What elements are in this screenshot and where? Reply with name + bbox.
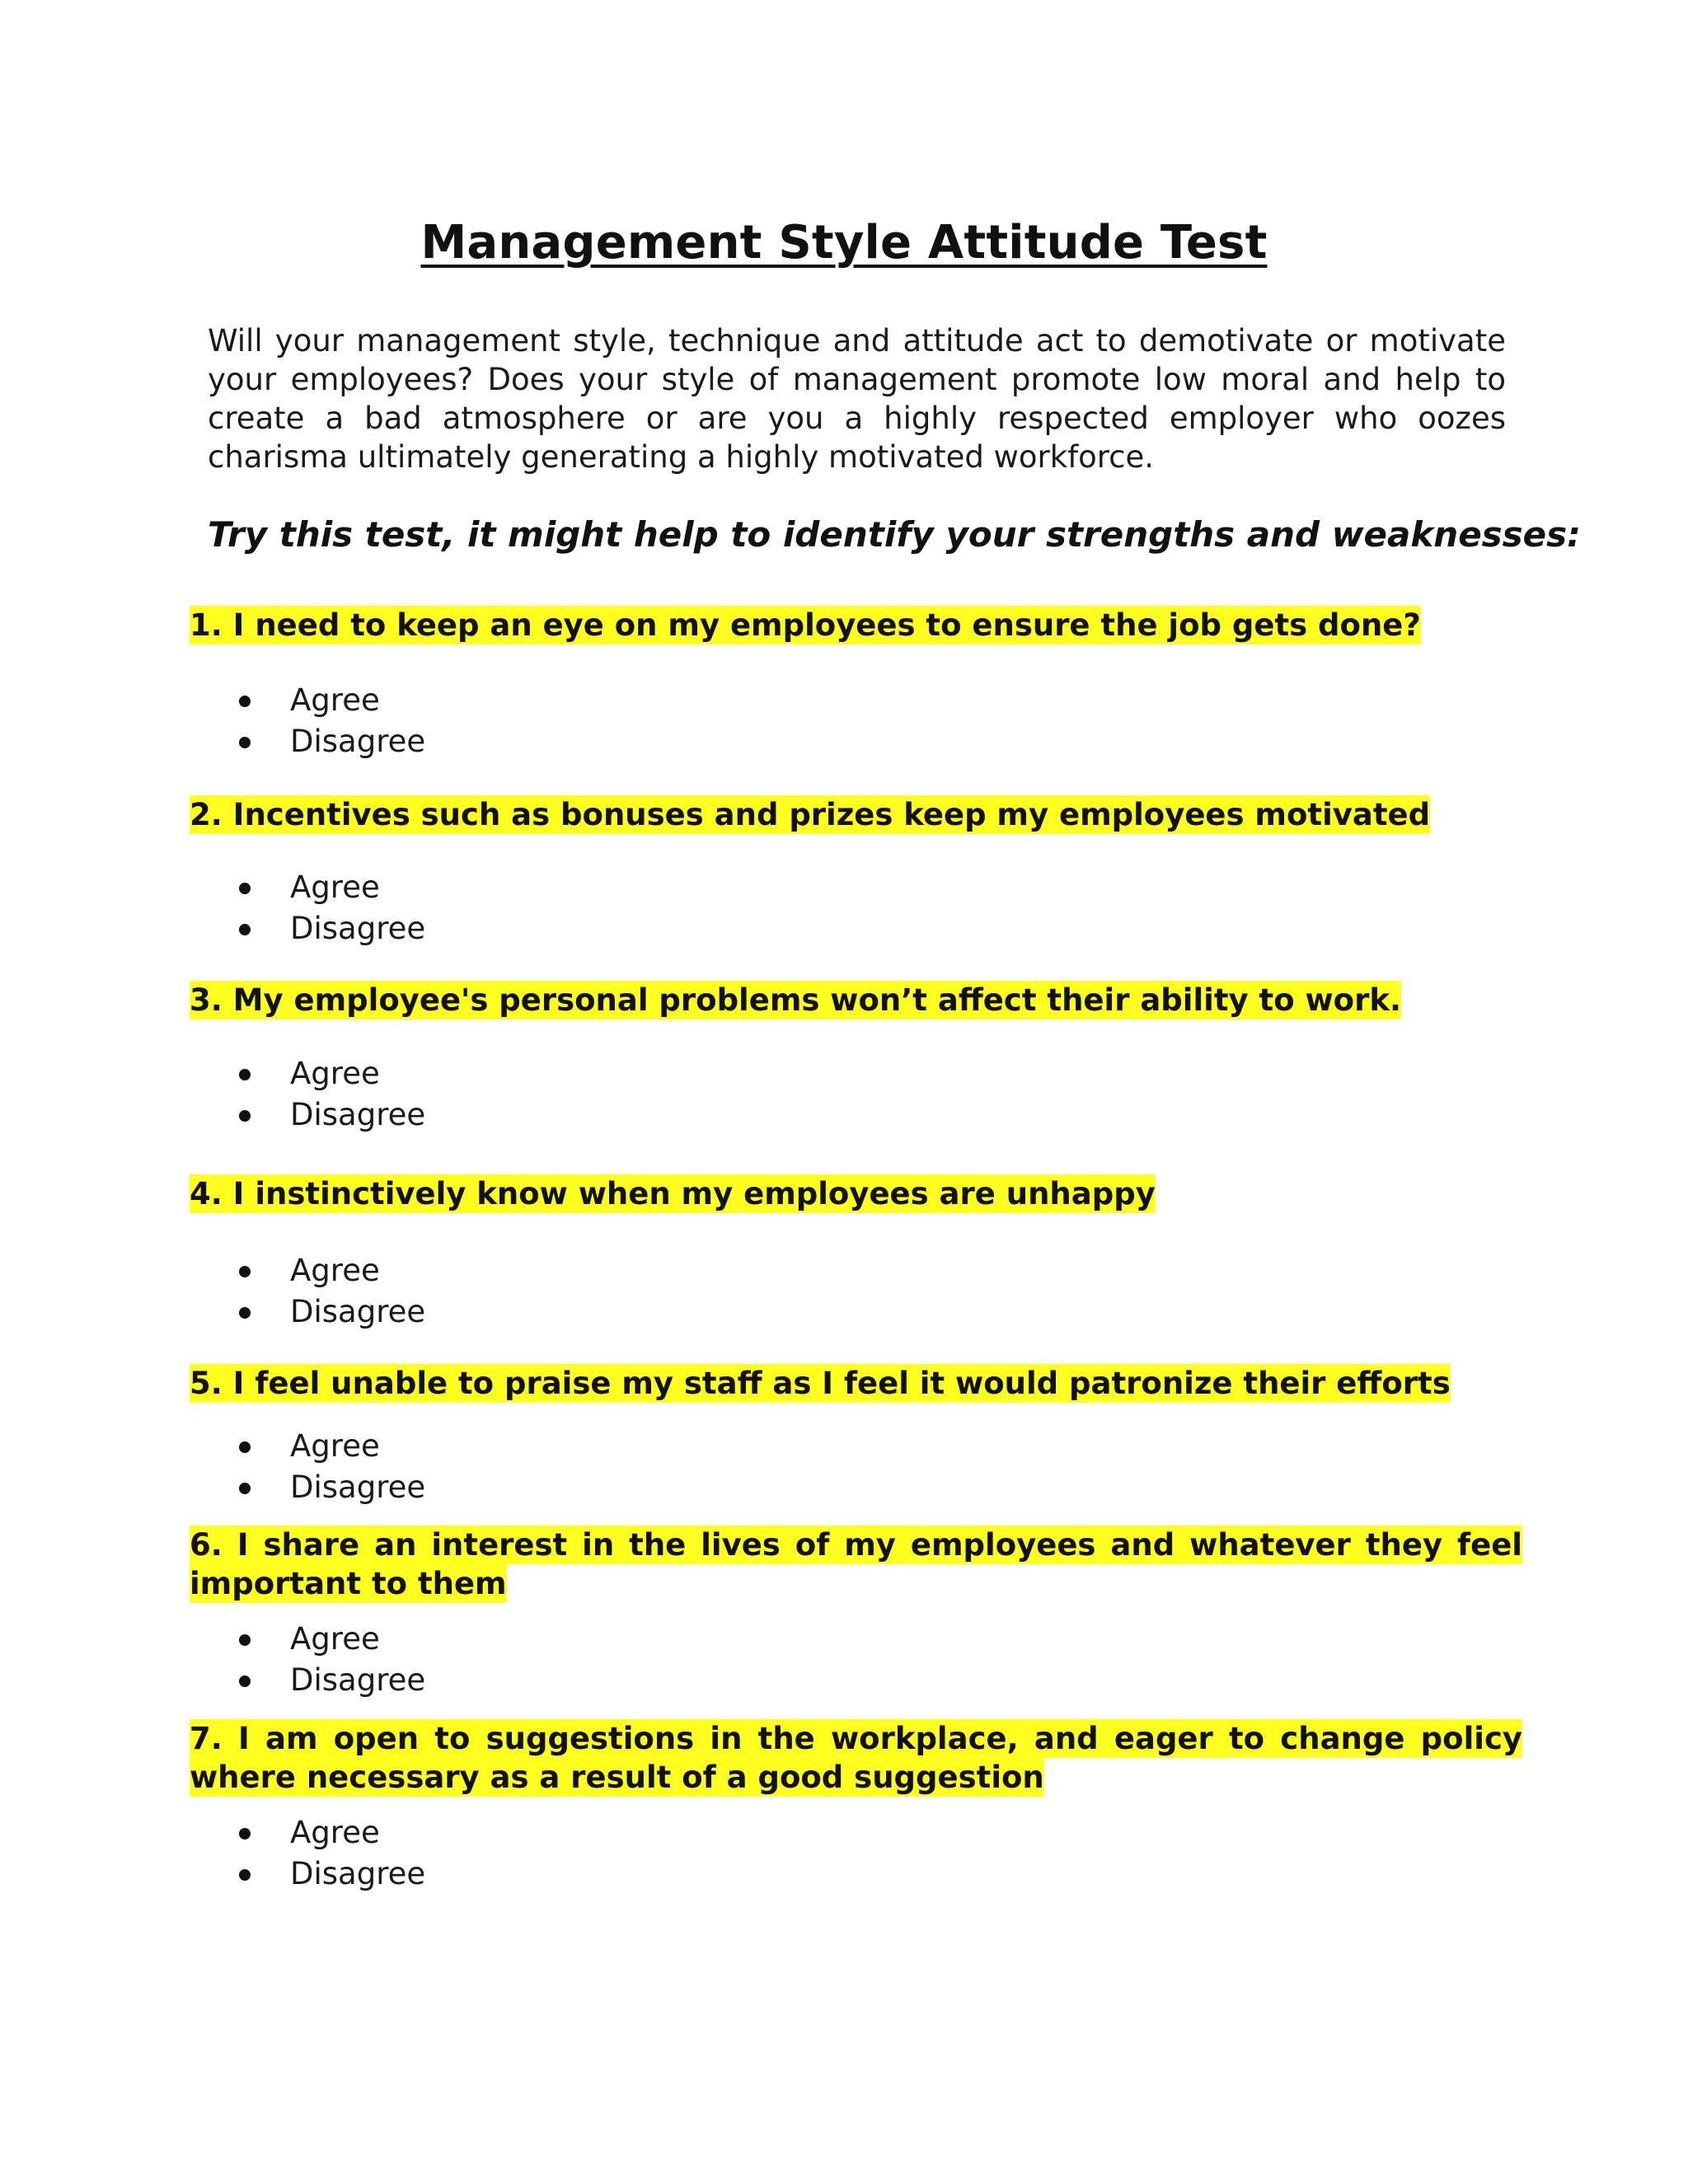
bullet-icon	[239, 1069, 251, 1080]
option-label: Agree	[290, 682, 380, 718]
bullet-icon	[239, 924, 251, 935]
option-agree[interactable]	[239, 680, 425, 721]
option-label: Disagree	[290, 1294, 426, 1329]
option-disagree[interactable]	[239, 908, 425, 949]
question-6	[190, 1526, 1522, 1603]
question-4-options	[239, 1250, 425, 1333]
question-3-text: 3. My employee's personal problems won’t affect their ability to work.	[190, 982, 1402, 1018]
bullet-icon	[239, 883, 251, 894]
intro-paragraph: Will your management style, technique and attitude act to demotivate or motivate your employees? Does your style of management promote low moral and help to create a bad atmosphere or are you a highly respected employer who oozes charisma ultimately generating a highly motivated workforce.	[208, 323, 1506, 475]
option-label: Agree	[290, 1621, 380, 1657]
option-disagree[interactable]	[239, 1467, 425, 1508]
option-agree[interactable]	[239, 1053, 425, 1094]
bullet-icon	[239, 1266, 251, 1277]
bullet-icon	[239, 696, 251, 707]
option-label: Disagree	[290, 1097, 426, 1132]
bullet-icon	[239, 1634, 251, 1646]
bullet-icon	[239, 1110, 251, 1122]
option-label: Agree	[290, 1815, 380, 1850]
bullet-icon	[239, 1307, 251, 1319]
question-3-options	[239, 1053, 425, 1136]
option-label: Agree	[290, 1253, 380, 1288]
bullet-icon	[239, 737, 251, 748]
option-label: Disagree	[290, 1856, 426, 1891]
question-7	[190, 1719, 1522, 1797]
bullet-icon	[239, 1483, 251, 1494]
question-6-text: 6. I share an interest in the lives of my employees and whatever they feel important to them	[190, 1527, 1522, 1601]
option-label: Agree	[290, 1428, 380, 1464]
option-agree[interactable]	[239, 867, 425, 908]
option-disagree[interactable]	[239, 1854, 425, 1895]
bullet-icon	[239, 1675, 251, 1687]
option-label: Agree	[290, 869, 380, 905]
bullet-icon	[239, 1441, 251, 1453]
page-title: Management Style Attitude Test	[420, 216, 1268, 269]
question-2-text: 2. Incentives such as bonuses and prizes keep my employees motivated	[190, 797, 1431, 832]
option-disagree[interactable]	[239, 721, 425, 762]
question-6-options	[239, 1619, 425, 1701]
question-2	[190, 795, 1430, 834]
question-1-options	[239, 680, 425, 762]
question-7-text: 7. I am open to suggestions in the workplace, and eager to change policy where necessary as a result of a good suggestion	[190, 1721, 1522, 1795]
option-label: Disagree	[290, 1469, 426, 1505]
option-agree[interactable]	[239, 1426, 425, 1467]
question-4	[190, 1174, 1156, 1213]
bullet-icon	[239, 1828, 251, 1840]
question-2-options	[239, 867, 425, 949]
option-label: Disagree	[290, 911, 426, 946]
question-7-options	[239, 1812, 425, 1895]
option-label: Disagree	[290, 1662, 426, 1698]
question-5-text: 5. I feel unable to praise my staff as I feel it would patronize their efforts	[190, 1366, 1451, 1401]
option-disagree[interactable]	[239, 1094, 425, 1136]
question-1	[190, 606, 1421, 644]
bullet-icon	[239, 1869, 251, 1881]
option-label: Disagree	[290, 724, 426, 759]
option-agree[interactable]	[239, 1250, 425, 1291]
option-disagree[interactable]	[239, 1291, 425, 1333]
question-1-text: 1. I need to keep an eye on my employees to ensure the job gets done?	[190, 607, 1421, 643]
instructions-heading: Try this test, it might help to identify your strengths and weaknesses:	[208, 514, 1581, 555]
question-5	[190, 1364, 1451, 1403]
option-label: Agree	[290, 1056, 380, 1091]
option-disagree[interactable]	[239, 1660, 425, 1701]
question-3	[190, 981, 1401, 1019]
option-agree[interactable]	[239, 1619, 425, 1660]
option-agree[interactable]	[239, 1812, 425, 1854]
question-4-text: 4. I instinctively know when my employees are unhappy	[190, 1176, 1156, 1212]
question-5-options	[239, 1426, 425, 1508]
